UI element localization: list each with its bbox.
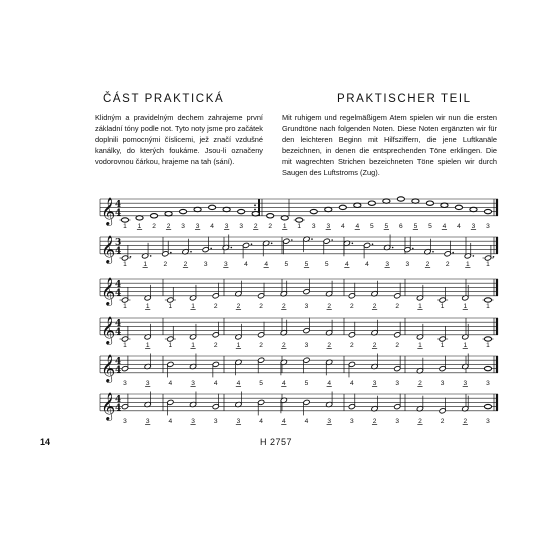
- augmentation-dot: [231, 247, 233, 249]
- catalog-number: H 2757: [260, 437, 293, 447]
- treble-clef-icon: 𝄞: [101, 234, 116, 263]
- channel-number: 3: [405, 260, 410, 268]
- channel-number: 3: [236, 417, 241, 425]
- channel-number: 2: [327, 302, 332, 310]
- note-head: [281, 216, 288, 220]
- channel-number: 4: [236, 379, 241, 387]
- channel-number: 3: [311, 222, 316, 230]
- treble-clef-icon: 𝄞: [101, 315, 116, 344]
- note-head: [354, 203, 361, 207]
- channel-number: 3: [395, 379, 400, 387]
- channel-number: 3: [350, 417, 354, 425]
- note-head: [484, 337, 491, 341]
- channel-number: 1: [137, 222, 142, 230]
- channel-number: 2: [183, 260, 188, 268]
- channel-number: 3: [239, 222, 243, 230]
- channel-number: 1: [486, 260, 490, 268]
- channel-number: 3: [191, 379, 195, 387]
- channel-number: 3: [486, 417, 490, 425]
- channel-number: 2: [350, 302, 354, 310]
- augmentation-dot: [452, 252, 454, 254]
- channel-number: 1: [465, 260, 470, 268]
- channel-number: 2: [281, 302, 286, 310]
- channel-number: 1: [168, 302, 173, 310]
- time-signature-bottom: 4: [115, 208, 122, 219]
- note-head: [150, 214, 157, 218]
- channel-number: 4: [281, 417, 286, 425]
- note-head: [223, 207, 230, 211]
- channel-number: 4: [457, 222, 461, 230]
- channel-number: 5: [428, 222, 432, 230]
- channel-number: 1: [486, 302, 490, 310]
- channel-number: 3: [471, 222, 476, 230]
- channel-number: 2: [463, 417, 468, 425]
- note-head: [484, 209, 491, 213]
- time-signature-bottom: 4: [115, 246, 122, 257]
- channel-number: 5: [284, 260, 289, 268]
- channel-number: 6: [399, 222, 403, 230]
- note-head: [310, 209, 317, 213]
- channel-number: 1: [143, 260, 148, 268]
- channel-number: 2: [236, 302, 241, 310]
- note-head: [484, 404, 491, 408]
- channel-number: 1: [123, 302, 127, 310]
- channel-number: 5: [413, 222, 418, 230]
- channel-number: 1: [440, 302, 445, 310]
- channel-number: 4: [259, 417, 263, 425]
- note-head: [136, 216, 143, 220]
- channel-number: 2: [152, 222, 156, 230]
- note-head: [426, 201, 433, 205]
- note-head: [484, 366, 491, 370]
- channel-number: 2: [418, 417, 422, 425]
- time-signature-bottom: 4: [115, 288, 122, 299]
- note-head: [165, 212, 172, 216]
- channel-number: 2: [395, 302, 400, 310]
- channel-number: 4: [340, 222, 345, 230]
- augmentation-dot: [291, 239, 293, 241]
- augmentation-dot: [473, 255, 475, 257]
- channel-number: 3: [213, 417, 218, 425]
- note-head: [397, 197, 404, 201]
- augmentation-dot: [412, 248, 414, 250]
- note-head: [179, 209, 186, 213]
- channel-number: 2: [253, 222, 258, 230]
- channel-number: 2: [372, 341, 377, 349]
- channel-number: 3: [181, 222, 185, 230]
- channel-number: 1: [168, 341, 173, 349]
- channel-number: 3: [486, 379, 490, 387]
- channel-number: 2: [395, 341, 400, 349]
- channel-number: 4: [304, 417, 309, 425]
- augmentation-dot: [150, 255, 152, 257]
- channel-number: 4: [327, 379, 332, 387]
- augmentation-dot: [352, 243, 354, 245]
- channel-number: 1: [440, 341, 445, 349]
- channel-number: 5: [259, 379, 263, 387]
- channel-number: 1: [463, 341, 468, 349]
- channel-number: 4: [365, 260, 369, 268]
- channel-number: 1: [463, 302, 468, 310]
- channel-number: 3: [195, 222, 200, 230]
- channel-number: 2: [213, 302, 218, 310]
- channel-number: 2: [440, 417, 445, 425]
- channel-number: 3: [191, 417, 195, 425]
- channel-number: 1: [123, 222, 127, 230]
- channel-number: 5: [304, 379, 309, 387]
- time-signature-top: 4: [115, 319, 122, 329]
- channel-number: 4: [355, 222, 360, 230]
- channel-number: 3: [123, 417, 127, 425]
- czech-instructions: Klidným a pravidelným dechem zahrajeme první základní tóny podle not. Tyto noty jsme pro začátek doplnili pomocnými číslicemi, jež značí vzdušné kanálky, do kterých foukáme. Jsou-li označeny vodorovnou čárkou, hrajeme na tah (sání).: [95, 113, 263, 166]
- channel-number: 2: [281, 341, 286, 349]
- time-signature-top: 4: [115, 357, 122, 367]
- repeat-dot: [254, 209, 256, 211]
- augmentation-dot: [372, 243, 374, 245]
- note-head: [252, 212, 259, 216]
- channel-number: 1: [418, 302, 422, 310]
- czech-heading: ČÁST PRAKTICKÁ: [103, 93, 225, 105]
- treble-clef-icon: 𝄞: [101, 353, 116, 382]
- note-head: [267, 214, 274, 218]
- augmentation-dot: [311, 238, 313, 240]
- channel-number: 2: [213, 341, 218, 349]
- note-head: [470, 207, 477, 211]
- treble-clef-icon: 𝄞: [101, 391, 116, 420]
- channel-number: 3: [327, 417, 332, 425]
- channel-number: 3: [440, 379, 445, 387]
- channel-number: 4: [350, 379, 354, 387]
- channel-number: 2: [372, 302, 377, 310]
- note-head: [383, 199, 390, 203]
- channel-number: 3: [372, 379, 377, 387]
- channel-number: 2: [418, 379, 422, 387]
- channel-number: 5: [324, 260, 329, 268]
- treble-clef-icon: 𝄞: [101, 196, 116, 225]
- channel-number: 1: [123, 260, 127, 268]
- channel-number: 2: [425, 260, 430, 268]
- augmentation-dot: [432, 251, 434, 253]
- channel-number: 4: [168, 417, 173, 425]
- note-head: [238, 209, 245, 213]
- time-signature-top: 3: [115, 238, 122, 248]
- treble-clef-icon: 𝄞: [101, 276, 116, 305]
- time-signature-top: 4: [115, 280, 122, 290]
- channel-number: 3: [395, 417, 400, 425]
- channel-number: 3: [486, 222, 490, 230]
- channel-number: 4: [344, 260, 349, 268]
- note-head: [412, 199, 419, 203]
- augmentation-dot: [493, 256, 495, 258]
- channel-number: 3: [463, 379, 468, 387]
- note-head: [368, 201, 375, 205]
- channel-number: 1: [236, 341, 241, 349]
- channel-number: 1: [123, 341, 127, 349]
- note-head: [296, 218, 303, 222]
- channel-number: 3: [223, 260, 228, 268]
- augmentation-dot: [130, 256, 132, 258]
- note-head: [455, 205, 462, 209]
- german-instructions: Mit ruhigem und regelmäßigem Atem spielen wir nun die ersten Grundtöne nach folgenden Noten. Diese Noten ergänzten wir für den leichteren Beginn mit Hilfsziffern, die jene Luftkanäle bezeichnen, in denen die entsprechenden Töne erklingen. Die mit wagrechten Strichen bezeichneten Töne spielen wir durch Saugen des Luftstroms (Zug).: [282, 113, 497, 177]
- channel-number: 1: [486, 341, 490, 349]
- channel-number: 2: [166, 222, 171, 230]
- note-head: [441, 203, 448, 207]
- time-signature-bottom: 4: [115, 365, 122, 376]
- channel-number: 3: [326, 222, 331, 230]
- channel-number: 3: [224, 222, 229, 230]
- channel-number: 3: [304, 302, 309, 310]
- channel-number: 4: [264, 260, 269, 268]
- time-signature-bottom: 4: [115, 403, 122, 414]
- channel-number: 2: [163, 260, 168, 268]
- note-head: [121, 218, 128, 222]
- channel-number: 4: [168, 379, 173, 387]
- channel-number: 4: [244, 260, 248, 268]
- channel-number: 4: [210, 222, 214, 230]
- channel-number: 3: [145, 417, 150, 425]
- page-number: 14: [40, 437, 51, 447]
- note-head: [339, 205, 346, 209]
- channel-number: 2: [372, 417, 377, 425]
- channel-number: 1: [145, 302, 150, 310]
- augmentation-dot: [392, 247, 394, 249]
- channel-number: 3: [203, 260, 208, 268]
- channel-number: 4: [442, 222, 447, 230]
- augmentation-dot: [210, 248, 212, 250]
- augmentation-dot: [190, 251, 192, 253]
- channel-number: 5: [370, 222, 374, 230]
- channel-number: 1: [191, 302, 195, 310]
- channel-number: 3: [123, 379, 127, 387]
- channel-number: 1: [418, 341, 422, 349]
- time-signature-top: 4: [115, 200, 122, 210]
- channel-number: 5: [384, 222, 389, 230]
- channel-number: 3: [385, 260, 390, 268]
- time-signature-top: 4: [115, 395, 122, 405]
- channel-number: 1: [297, 222, 302, 230]
- augmentation-dot: [251, 243, 253, 245]
- channel-number: 4: [281, 379, 286, 387]
- channel-number: 2: [259, 341, 263, 349]
- channel-number: 3: [145, 379, 150, 387]
- note-head: [194, 207, 201, 211]
- note-head: [325, 207, 332, 211]
- augmentation-dot: [170, 252, 172, 254]
- repeat-dot: [254, 204, 256, 206]
- channel-number: 2: [445, 260, 450, 268]
- channel-number: 4: [213, 379, 218, 387]
- channel-number: 1: [191, 341, 195, 349]
- channel-number: 5: [304, 260, 309, 268]
- channel-number: 3: [304, 341, 309, 349]
- channel-number: 2: [259, 302, 263, 310]
- channel-number: 1: [145, 341, 150, 349]
- channel-number: 2: [350, 341, 354, 349]
- german-heading: PRAKTISCHER TEIL: [337, 93, 472, 105]
- note-head: [209, 205, 216, 209]
- augmentation-dot: [271, 243, 273, 245]
- channel-number: 2: [327, 341, 332, 349]
- time-signature-bottom: 4: [115, 327, 122, 338]
- channel-number: 2: [268, 222, 273, 230]
- channel-number: 1: [282, 222, 287, 230]
- augmentation-dot: [331, 239, 333, 241]
- note-head: [484, 298, 491, 302]
